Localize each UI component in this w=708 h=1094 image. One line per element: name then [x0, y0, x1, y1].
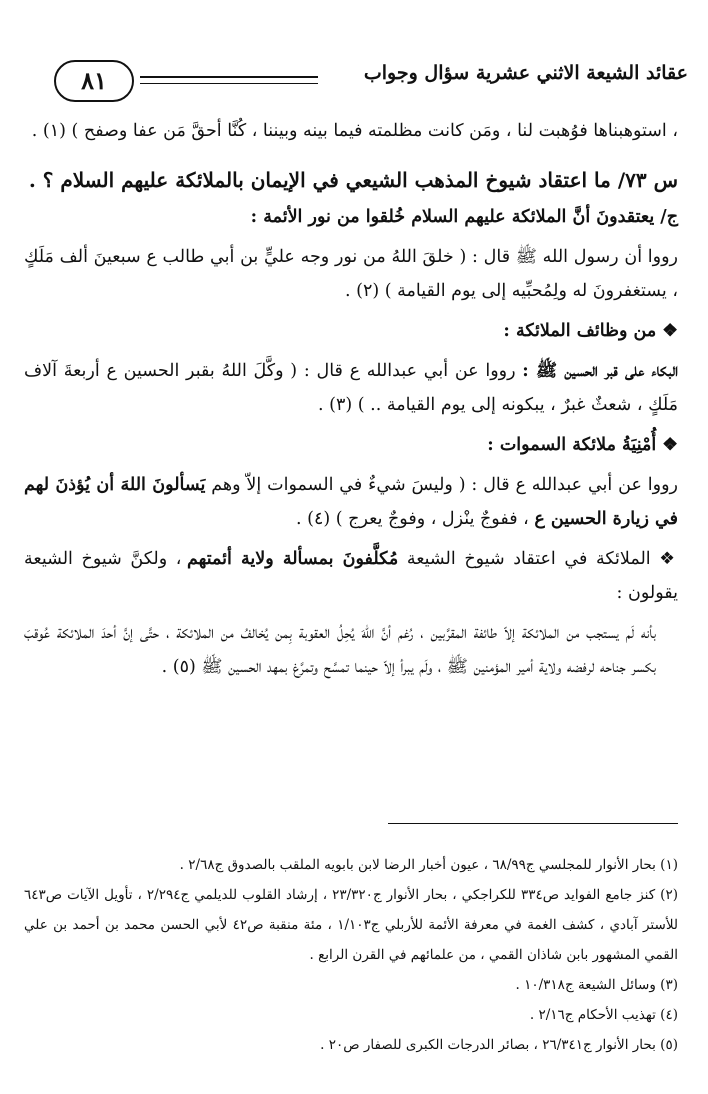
- wish-text-end: ، ففوجٌ ينْزل ، وفوجٌ يعرج ) (٤) .: [296, 509, 535, 529]
- final-paragraph: بأنه لَم يستجب من الملائكة إلاّ طائفة المقرَّبين ، رُغم أنَّ اللهَ يُحِلُ العقوبة بِمن يُخالفُ من الملائكة ، حتَّى إنَّ أحدَ الملائكة عُوقبَ بكسر جناحه لرفضه ولاية أمير المؤمنين ﷺ ، ولَم يبرأ إلاّ حينما تمسَّح وتمرَّغ بمهد الحسين ﷺ (٥) .: [24, 623, 656, 677]
- footnote-1: (١) بحار الأنوار للمجلسي ج٦٨/٩٩ ، عيون أخبار الرضا لابن بابويه الملقب بالصدوق ج٢/٦٨ .: [179, 857, 678, 873]
- narration-paragraph: رووا أن رسول الله ﷺ قال : ( خلقَ اللهُ من نور وجه عليٍّ بن أبي طالب ع سبعينَ ألف مَلَكٍ ، يستغفرونَ له ولِمُحبِّيه إلى يوم القيامة ) (٢) .: [24, 247, 678, 301]
- footnotes: [24, 850, 678, 1060]
- wish-paragraph: [24, 468, 678, 536]
- book-title: عقائد الشيعة الاثني عشرية سؤال وجواب: [363, 62, 688, 84]
- section-heading-wish: ❖ أُمْنِيَةُ ملائكة السموات :: [487, 435, 678, 455]
- crying-paragraph: [24, 354, 678, 422]
- question-heading: س ٧٣/ ما اعتقاد شيوخ المذهب الشيعي في الإيمان بالملائكة عليهم السلام ؟ .: [28, 168, 678, 192]
- page-header: [14, 56, 688, 106]
- footnote-3: (٣) وسائل الشيعة ج١٠/٣١٨ .: [515, 977, 678, 993]
- belief-text-bold: مُكلَّفونَ بمسألة ولاية أئمتهم: [187, 549, 399, 569]
- belief-paragraph: [24, 542, 678, 610]
- header-rule-thin: [140, 83, 318, 84]
- footnote-2: (٢) كنز جامع الفوايد ص٣٣٤ للكراجكي ، بحار الأنوار ج٢٣/٣٢٠ ، إرشاد القلوب للديلمي ج٢/٢٩٤ ، تأويل الآيات ص٦٤٣ للأستر آبادي ، كشف الغمة في معرفة الأئمة للأربلي ج١/١٠٣ ، مئة منقبة ص٤٢ لأبي الحسن محمد بن أحمد بن علي القمي المشهور بابن شاذان القمي ، من علمائهم في القرن الرابع .: [24, 887, 678, 963]
- footnote-divider: [388, 823, 678, 824]
- wish-text: رووا عن أبي عبدالله ع قال : ( وليسَ شيءٌ في السموات إلاّ وهم: [205, 475, 678, 495]
- main-text: [24, 114, 678, 684]
- crying-text: رووا عن أبي عبدالله ع قال : ( وكَّلَ اللهُ بقبر الحسين ع أربعةَ آلاف مَلَكٍ ، شعثٌ غبرٌ ، يبكونه إلى يوم القيامة .. ) (٣) .: [24, 361, 678, 415]
- answer-line: ج/ يعتقدونَ أنَّ الملائكة عليهم السلام خُلقوا من نور الأئمة :: [250, 207, 678, 227]
- page-number: ٨١: [54, 60, 134, 102]
- footnote-4: (٤) تهذيب الأحكام ج٢/١٦ .: [529, 1007, 678, 1023]
- crying-title: البكاء على قبر الحسين ﷺ :: [522, 361, 678, 381]
- paragraph-continuation: ، استوهبناها فوُهبت لنا ، ومَن كانت مظلمته فيما بينه وبيننا ، كُنَّا أحقَّ مَن عفا وصفح ) (١) .: [31, 121, 678, 141]
- belief-text-end: ، ولكنَّ شيوخ الشيعة يقولون :: [24, 549, 678, 603]
- belief-text: ❖ الملائكة في اعتقاد شيوخ الشيعة: [398, 549, 678, 569]
- wish-text-bold: يَسألونَ اللهَ أن يُؤذنَ لهم في زيارة الحسين ع: [24, 475, 678, 529]
- footnote-5: (٥) بحار الأنوار ج٢٦/٣٤١ ، بصائر الدرجات الكبرى للصفار ص٢٠ .: [320, 1037, 678, 1053]
- header-rule: [140, 76, 318, 78]
- section-heading-duties: ❖ من وظائف الملائكة :: [503, 321, 678, 341]
